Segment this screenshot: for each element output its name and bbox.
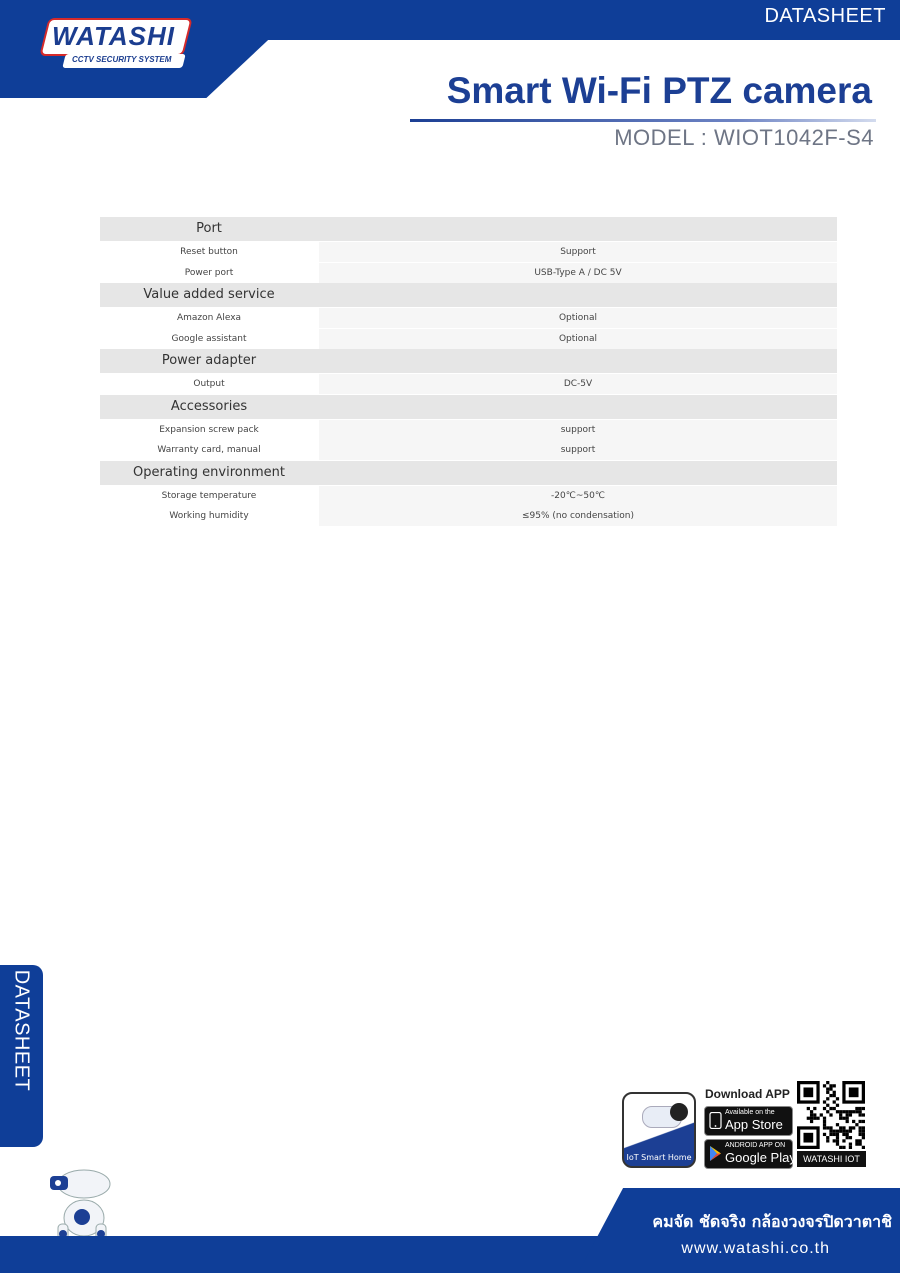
spec-value: Optional <box>319 308 837 328</box>
spec-value: ≤95% (no condensation) <box>319 506 837 526</box>
camera-lens-graphic <box>670 1103 688 1121</box>
spec-value: USB-Type A / DC 5V <box>319 263 837 283</box>
spec-section-header <box>100 283 837 307</box>
spec-section-title: Accessories <box>170 398 248 414</box>
spec-row <box>100 486 837 506</box>
spec-section-header <box>100 349 837 373</box>
spec-key: Power port <box>100 263 318 283</box>
side-datasheet-label: DATASHEET <box>10 969 33 1092</box>
spec-row <box>100 263 837 283</box>
spec-key: Storage temperature <box>100 486 318 506</box>
spec-key: Reset button <box>100 242 318 262</box>
google-play-big-text: Google Play <box>725 1150 796 1165</box>
spec-value: -20℃~50℃ <box>319 486 837 506</box>
app-store-big-text: App Store <box>725 1117 783 1132</box>
spec-row <box>100 420 837 440</box>
qr-code-label: WATASHI IOT <box>797 1151 866 1167</box>
spec-key: Expansion screw pack <box>100 420 318 440</box>
spec-value: Optional <box>319 329 837 349</box>
spec-row <box>100 329 837 349</box>
spec-value: DC-5V <box>319 374 837 394</box>
spec-section-header <box>100 461 837 485</box>
qr-code[interactable] <box>797 1080 865 1150</box>
spec-value: Support <box>319 242 837 262</box>
logo-sub-text: CCTV SECURITY SYSTEM <box>72 55 172 64</box>
model-number: MODEL : WIOT1042F-S4 <box>614 125 874 150</box>
spec-row <box>100 374 837 394</box>
datasheet-label-top: DATASHEET <box>764 5 886 27</box>
spec-value: support <box>319 420 837 440</box>
watashi-logo <box>44 18 188 70</box>
spec-section-header <box>100 395 837 419</box>
spec-table <box>100 217 837 527</box>
spec-row <box>100 506 837 526</box>
spec-key: Warranty card, manual <box>100 440 318 460</box>
footer-slogan: คมจัด ชัดจริง กล้องวงจรปิดวาตาชิ <box>652 1212 892 1231</box>
spec-value: support <box>319 440 837 460</box>
app-icon-label: IoT Smart Home <box>626 1153 692 1162</box>
phone-icon <box>709 1112 722 1129</box>
spec-key: Google assistant <box>100 329 318 349</box>
download-app-title: Download APP <box>705 1087 790 1101</box>
spec-section-title: Operating environment <box>133 464 285 480</box>
title-underline <box>410 119 876 122</box>
logo-main-text: WATASHI <box>52 21 176 51</box>
spec-row <box>100 242 837 262</box>
spec-section-title: Power adapter <box>161 353 257 368</box>
spec-section-title: Value added service <box>143 287 275 302</box>
app-store-small-text: Available on the <box>725 1109 775 1116</box>
app-store-badge[interactable] <box>704 1106 793 1136</box>
google-play-icon <box>709 1145 722 1162</box>
spec-section-header <box>100 217 837 241</box>
footer-website[interactable]: www.watashi.co.th <box>681 1240 830 1257</box>
spec-section-title: Port <box>196 221 222 236</box>
iot-smart-home-app-icon[interactable] <box>622 1092 696 1168</box>
spec-row <box>100 308 837 328</box>
spec-key: Output <box>100 374 318 394</box>
spec-key: Amazon Alexa <box>100 308 318 328</box>
spec-key: Working humidity <box>100 506 318 526</box>
google-play-small-text: ANDROID APP ON <box>725 1142 786 1149</box>
side-datasheet-tab <box>0 965 43 1147</box>
page-title: Smart Wi-Fi PTZ camera <box>446 70 872 111</box>
spec-row <box>100 440 837 460</box>
google-play-badge[interactable] <box>704 1139 796 1169</box>
